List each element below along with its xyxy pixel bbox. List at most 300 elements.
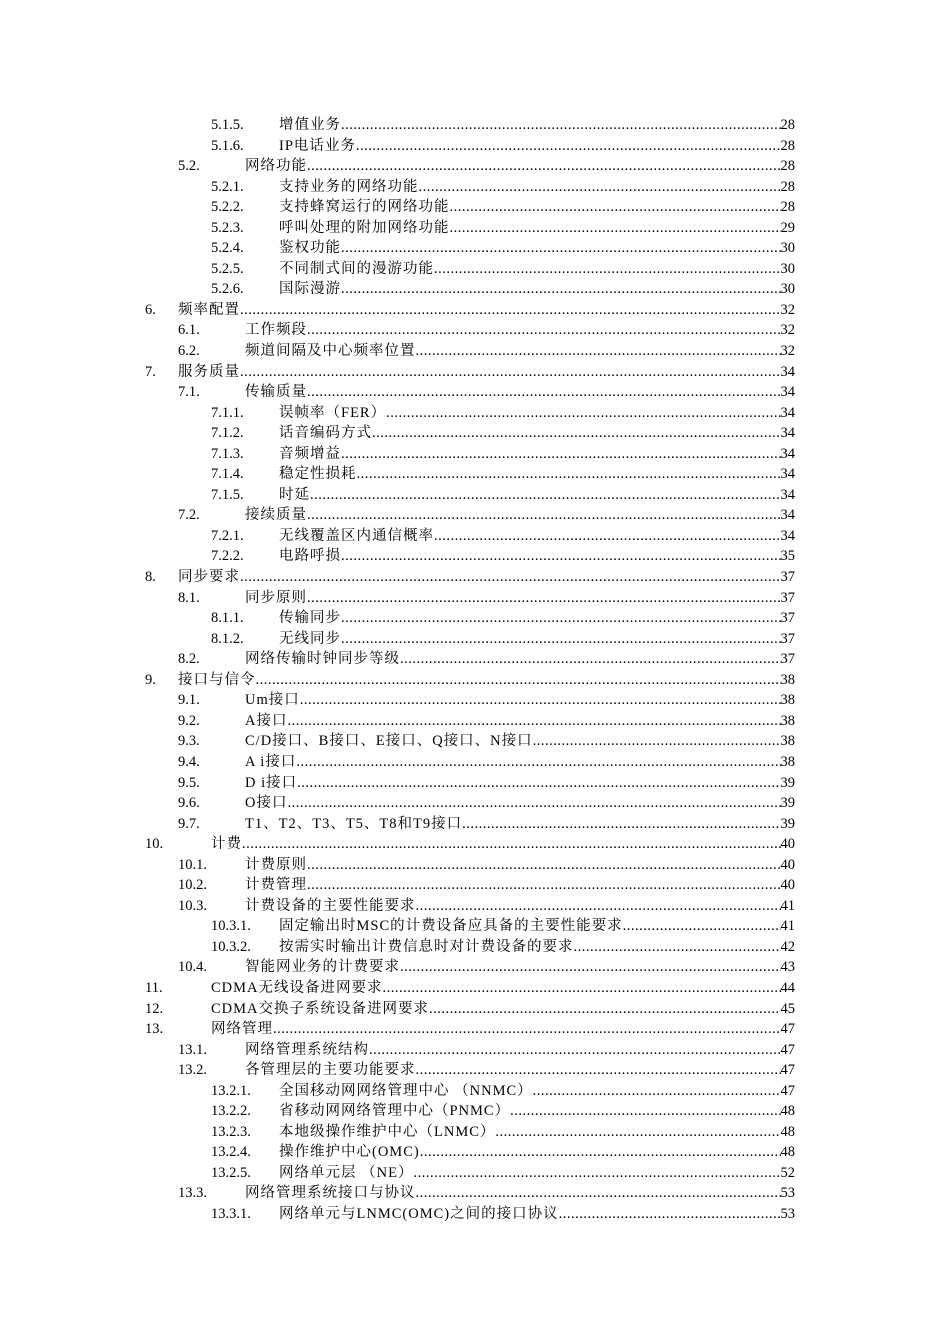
- toc-entry-page-number: 28: [780, 199, 795, 216]
- toc-entry[interactable]: [0, 793, 950, 814]
- dot-leader: [434, 259, 781, 280]
- toc-entry[interactable]: [0, 464, 950, 485]
- dot-leader: [341, 546, 781, 567]
- toc-entry-line: [245, 957, 795, 978]
- toc-entry-title: 话音编码方式: [279, 425, 372, 442]
- toc-entry-number: 9.7.: [178, 815, 200, 832]
- toc-entry-title: 按需实时输出计费信息时对计费设备的要求: [279, 938, 574, 955]
- toc-entry-number: 9.5.: [178, 774, 200, 791]
- toc-entry-number: 13.2.4.: [211, 1144, 251, 1161]
- toc-entry-line: [245, 1060, 795, 1081]
- dot-leader: [462, 814, 780, 835]
- toc-entry-line: [245, 875, 795, 896]
- toc-entry-page-number: 34: [780, 384, 795, 401]
- toc-entry-line: [279, 197, 795, 218]
- toc-entry-number: 8.1.: [178, 589, 200, 606]
- toc-entry-line: [279, 1081, 795, 1102]
- toc-entry-title: 网络功能: [245, 158, 307, 175]
- toc-entry-page-number: 48: [780, 1103, 795, 1120]
- toc-entry-title: 计费原则: [245, 856, 307, 873]
- toc-entry[interactable]: [0, 136, 950, 157]
- toc-entry-number: 10.4.: [178, 959, 207, 976]
- dot-leader: [416, 896, 781, 917]
- dot-leader: [256, 670, 781, 691]
- toc-entry[interactable]: [0, 814, 950, 835]
- dot-leader: [240, 300, 781, 321]
- toc-entry[interactable]: [0, 1142, 950, 1163]
- toc-entry-page-number: 32: [780, 301, 795, 318]
- toc-entry[interactable]: [0, 156, 950, 177]
- toc-entry-page-number: 34: [780, 445, 795, 462]
- toc-entry-line: [279, 608, 795, 629]
- toc-entry-line: [279, 218, 795, 239]
- dot-leader: [429, 999, 780, 1020]
- toc-entry-title: 操作维护中心(OMC): [279, 1144, 420, 1161]
- toc-entry-page-number: 28: [780, 178, 795, 195]
- toc-entry-title: 传输质量: [245, 384, 307, 401]
- toc-entry-line: [178, 300, 795, 321]
- dot-leader: [386, 403, 780, 424]
- toc-entry-number: 10.2.: [178, 877, 207, 894]
- toc-entry-title: 频道间隔及中心频率位置: [245, 343, 416, 360]
- toc-entry-page-number: 37: [780, 651, 795, 668]
- toc-entry-title: Um接口: [245, 692, 300, 709]
- toc-entry-number: 9.3.: [178, 733, 200, 750]
- toc-entry-page-number: 34: [780, 404, 795, 421]
- toc-entry-page-number: 53: [780, 1205, 795, 1222]
- toc-entry-page-number: 37: [780, 569, 795, 586]
- toc-entry-line: [211, 834, 795, 855]
- dot-leader: [307, 156, 781, 177]
- toc-entry-line: [279, 444, 795, 465]
- toc-entry-number: 5.1.5.: [211, 117, 244, 133]
- dot-leader: [623, 916, 781, 937]
- toc-entry-page-number: 37: [780, 589, 795, 606]
- toc-entry-title: 网络单元层 （NE）: [279, 1164, 414, 1181]
- toc-entry[interactable]: [0, 1183, 950, 1204]
- toc-entry-number: 10.3.1.: [211, 918, 251, 935]
- dot-leader: [450, 218, 781, 239]
- toc-entry[interactable]: [0, 670, 950, 691]
- toc-entry-number: 9.2.: [178, 712, 200, 729]
- toc-entry-title: 接口与信令: [178, 671, 256, 688]
- toc-entry[interactable]: [0, 752, 950, 773]
- dot-leader: [287, 793, 780, 814]
- toc-entry-line: [245, 855, 795, 876]
- dot-leader: [383, 978, 781, 999]
- toc-entry-number: 10.3.: [178, 897, 207, 914]
- toc-entry-title: 网络管理系统接口与协议: [245, 1185, 416, 1202]
- toc-entry-line: [245, 814, 795, 835]
- toc-entry-page-number: 34: [780, 363, 795, 380]
- toc-entry-line: [279, 1101, 795, 1122]
- dot-leader: [434, 526, 781, 547]
- toc-entry[interactable]: [0, 403, 950, 424]
- dot-leader: [240, 362, 781, 383]
- dot-leader: [240, 567, 781, 588]
- toc-entry[interactable]: [0, 957, 950, 978]
- dot-leader: [307, 588, 781, 609]
- toc-entry-title: 支持业务的网络功能: [279, 178, 419, 195]
- toc-entry-page-number: 38: [780, 671, 795, 688]
- toc-entry[interactable]: [0, 731, 950, 752]
- toc-entry-title: CDMA交换子系统设备进网要求: [211, 1000, 430, 1017]
- toc-entry-number: 13.2.3.: [211, 1123, 251, 1140]
- toc-entry[interactable]: [0, 875, 950, 896]
- toc-entry-title: 计费: [211, 836, 242, 853]
- toc-entry[interactable]: [0, 362, 950, 383]
- toc-entry-line: [245, 505, 795, 526]
- toc-entry-title: 误帧率（FER）: [279, 404, 387, 421]
- toc-entry[interactable]: [0, 834, 950, 855]
- toc-entry-page-number: 47: [780, 1041, 795, 1058]
- toc-entry-page-number: 30: [780, 281, 795, 298]
- toc-entry-line: [279, 403, 795, 424]
- toc-entry-page-number: 39: [780, 774, 795, 791]
- toc-entry-number: 13.2.1.: [211, 1082, 251, 1099]
- toc-entry-title: 全国移动网网络管理中心 （NNMC）: [279, 1082, 533, 1099]
- toc-entry-line: [211, 978, 795, 999]
- toc-entry[interactable]: [0, 1019, 950, 1040]
- toc-entry-line: [245, 156, 795, 177]
- toc-entry-page-number: 34: [780, 507, 795, 524]
- toc-entry[interactable]: [0, 1122, 950, 1143]
- toc-entry[interactable]: [0, 999, 950, 1020]
- toc-entry-title: 网络单元与LNMC(OMC)之间的接口协议: [279, 1205, 559, 1222]
- toc-entry[interactable]: [0, 978, 950, 999]
- toc-entry-page-number: 53: [780, 1185, 795, 1202]
- toc-entry-number: 7.2.: [178, 507, 200, 524]
- dot-leader: [341, 279, 781, 300]
- toc-entry[interactable]: [0, 197, 950, 218]
- toc-entry-title: 智能网业务的计费要求: [245, 959, 400, 976]
- dot-leader: [416, 1060, 781, 1081]
- toc-entry[interactable]: [0, 444, 950, 465]
- table-of-contents: [0, 115, 950, 1225]
- toc-entry-page-number: 32: [780, 343, 795, 360]
- toc-entry-title: 音频增益: [279, 445, 341, 462]
- toc-entry-title: A i接口: [245, 753, 297, 770]
- toc-entry-page-number: 39: [780, 815, 795, 832]
- toc-entry-number: 7.1.4.: [211, 466, 244, 483]
- toc-entry-page-number: 37: [780, 630, 795, 647]
- toc-entry[interactable]: [0, 526, 950, 547]
- toc-entry[interactable]: [0, 1204, 950, 1225]
- toc-entry-page-number: 29: [780, 219, 795, 236]
- toc-entry[interactable]: [0, 546, 950, 567]
- toc-entry[interactable]: [0, 567, 950, 588]
- dot-leader: [533, 731, 781, 752]
- dot-leader: [297, 773, 780, 794]
- toc-entry-title: 固定输出时MSC的计费设备应具备的主要性能要求: [279, 918, 623, 935]
- dot-leader: [495, 1122, 780, 1143]
- toc-entry-number: 5.2.2.: [211, 199, 244, 216]
- toc-entry-line: [279, 279, 795, 300]
- toc-entry[interactable]: [0, 855, 950, 876]
- dot-leader: [341, 115, 781, 136]
- toc-entry-title: 服务质量: [178, 363, 240, 380]
- toc-entry-line: [279, 238, 795, 259]
- toc-entry-line: [245, 690, 795, 711]
- toc-entry-title: 无线覆盖区内通信概率: [279, 527, 434, 544]
- toc-entry-title: C/D接口、B接口、E接口、Q接口、N接口: [245, 733, 533, 750]
- toc-entry[interactable]: [0, 382, 950, 403]
- toc-entry-number: 13.2.5.: [211, 1164, 251, 1181]
- toc-entry[interactable]: [0, 629, 950, 650]
- toc-entry[interactable]: [0, 320, 950, 341]
- toc-entry-page-number: 40: [780, 856, 795, 873]
- toc-entry-number: 6.1.: [178, 322, 200, 339]
- toc-entry-page-number: 41: [780, 918, 795, 935]
- dot-leader: [450, 197, 781, 218]
- toc-entry-page-number: 37: [780, 610, 795, 627]
- toc-entry[interactable]: [0, 115, 950, 136]
- toc-entry-line: [279, 259, 795, 280]
- toc-entry-number: 9.6.: [178, 795, 200, 812]
- toc-entry-title: 不同制式间的漫游功能: [279, 260, 434, 277]
- toc-entry-title: 频率配置: [178, 301, 240, 318]
- dot-leader: [341, 444, 781, 465]
- toc-entry-title: 时延: [279, 486, 310, 503]
- toc-entry-line: [178, 567, 795, 588]
- toc-entry-line: [178, 362, 795, 383]
- dot-leader: [413, 1163, 780, 1184]
- toc-entry-page-number: 30: [780, 240, 795, 257]
- toc-entry-line: [245, 588, 795, 609]
- toc-entry[interactable]: [0, 423, 950, 444]
- toc-entry-line: [245, 1040, 795, 1061]
- toc-entry-title: 无线同步: [279, 630, 341, 647]
- toc-entry-line: [279, 136, 795, 157]
- toc-entry[interactable]: [0, 218, 950, 239]
- toc-entry[interactable]: [0, 341, 950, 362]
- toc-entry-number: 13.1.: [178, 1041, 207, 1058]
- toc-entry-number: 13.2.: [178, 1062, 207, 1079]
- dot-leader: [372, 423, 781, 444]
- toc-entry-line: [279, 546, 795, 567]
- toc-entry[interactable]: [0, 1081, 950, 1102]
- toc-entry-page-number: 47: [780, 1062, 795, 1079]
- toc-entry[interactable]: [0, 279, 950, 300]
- toc-entry-number: 8.1.1.: [211, 610, 244, 627]
- toc-entry-line: [279, 526, 795, 547]
- toc-entry-line: [279, 1122, 795, 1143]
- toc-entry-line: [245, 341, 795, 362]
- toc-entry[interactable]: [0, 937, 950, 958]
- toc-entry-line: [245, 773, 795, 794]
- toc-entry[interactable]: [0, 505, 950, 526]
- toc-entry-number: 13.: [145, 1021, 164, 1038]
- toc-entry[interactable]: [0, 916, 950, 937]
- toc-entry-title: 增值业务: [279, 117, 341, 133]
- dot-leader: [369, 1040, 781, 1061]
- toc-entry[interactable]: [0, 711, 950, 732]
- dot-leader: [341, 629, 781, 650]
- toc-entry-number: 7.1.2.: [211, 425, 244, 442]
- toc-entry-page-number: 34: [780, 527, 795, 544]
- toc-entry-line: [279, 485, 795, 506]
- toc-entry-title: 工作频段: [245, 322, 307, 339]
- dot-leader: [307, 855, 781, 876]
- dot-leader: [510, 1101, 780, 1122]
- toc-entry-line: [279, 916, 795, 937]
- toc-entry-line: [211, 1019, 795, 1040]
- toc-entry[interactable]: [0, 896, 950, 917]
- dot-leader: [307, 382, 781, 403]
- toc-entry-number: 13.3.: [178, 1185, 207, 1202]
- toc-entry-number: 11.: [145, 979, 163, 996]
- toc-entry-page-number: 38: [780, 733, 795, 750]
- toc-entry-title: CDMA无线设备进网要求: [211, 979, 383, 996]
- toc-entry-line: [245, 320, 795, 341]
- toc-entry-page-number: 35: [780, 548, 795, 565]
- toc-entry-line: [279, 115, 795, 136]
- toc-entry-page-number: 34: [780, 425, 795, 442]
- toc-entry-page-number: 43: [780, 959, 795, 976]
- toc-entry-page-number: 30: [780, 260, 795, 277]
- toc-entry[interactable]: [0, 485, 950, 506]
- toc-entry-number: 5.2.5.: [211, 260, 244, 277]
- dot-leader: [300, 690, 781, 711]
- toc-entry-page-number: 47: [780, 1021, 795, 1038]
- toc-entry-line: [279, 177, 795, 198]
- dot-leader: [341, 608, 781, 629]
- toc-entry-title: 支持蜂窝运行的网络功能: [279, 199, 450, 216]
- toc-entry-number: 5.2.1.: [211, 178, 244, 195]
- toc-entry-line: [279, 1163, 795, 1184]
- toc-entry-line: [245, 896, 795, 917]
- toc-entry-title: 网络管理系统结构: [245, 1041, 369, 1058]
- toc-entry-title: 同步要求: [178, 569, 240, 586]
- toc-entry-page-number: 39: [780, 795, 795, 812]
- toc-entry-number: 8.: [145, 569, 156, 586]
- toc-entry-title: 本地级操作维护中心（LNMC）: [279, 1123, 496, 1140]
- toc-entry-line: [245, 793, 795, 814]
- toc-entry-page-number: 28: [780, 158, 795, 175]
- dot-leader: [400, 957, 781, 978]
- toc-entry-number: 10.: [145, 836, 164, 853]
- toc-entry-page-number: 52: [780, 1164, 795, 1181]
- toc-entry-title: T1、T2、T3、T5、T8和T9接口: [245, 815, 463, 832]
- toc-entry-line: [245, 649, 795, 670]
- toc-entry-number: 6.2.: [178, 343, 200, 360]
- toc-entry-line: [245, 1183, 795, 1204]
- toc-entry-number: 5.2.3.: [211, 219, 244, 236]
- toc-entry-number: 5.1.6.: [211, 137, 244, 154]
- toc-entry-line: [279, 1142, 795, 1163]
- toc-entry-title: 计费管理: [245, 877, 307, 894]
- toc-entry-number: 10.1.: [178, 856, 207, 873]
- dot-leader: [400, 649, 781, 670]
- dot-leader: [574, 937, 781, 958]
- toc-entry-page-number: 38: [780, 753, 795, 770]
- toc-entry[interactable]: [0, 588, 950, 609]
- toc-entry-title: 同步原则: [245, 589, 307, 606]
- dot-leader: [559, 1204, 781, 1225]
- toc-entry-title: 计费设备的主要性能要求: [245, 897, 416, 914]
- toc-entry-line: [279, 1204, 795, 1225]
- toc-entry-page-number: 32: [780, 322, 795, 339]
- toc-entry-title: 网络传输时钟同步等级: [245, 651, 400, 668]
- toc-entry-page-number: 48: [780, 1144, 795, 1161]
- dot-leader: [356, 136, 781, 157]
- toc-entry-number: 13.3.1.: [211, 1205, 251, 1222]
- toc-entry-number: 9.: [145, 671, 156, 688]
- dot-leader: [416, 341, 781, 362]
- toc-entry-title: D i接口: [245, 774, 298, 791]
- toc-entry-page-number: 34: [780, 486, 795, 503]
- toc-entry-page-number: 40: [780, 877, 795, 894]
- dot-leader: [296, 752, 780, 773]
- dot-leader: [341, 238, 781, 259]
- toc-entry-number: 7.2.2.: [211, 548, 244, 565]
- toc-entry-page-number: 41: [780, 897, 795, 914]
- toc-entry-number: 9.1.: [178, 692, 200, 709]
- toc-entry[interactable]: [0, 608, 950, 629]
- toc-entry-page-number: 28: [780, 117, 795, 133]
- dot-leader: [307, 320, 781, 341]
- toc-entry-title: 呼叫处理的附加网络功能: [279, 219, 450, 236]
- toc-entry[interactable]: [0, 1163, 950, 1184]
- dot-leader: [416, 1183, 781, 1204]
- toc-entry-page-number: 40: [780, 836, 795, 853]
- toc-entry-line: [279, 464, 795, 485]
- toc-entry[interactable]: [0, 1101, 950, 1122]
- toc-entry-line: [279, 423, 795, 444]
- toc-entry-number: 5.2.6.: [211, 281, 244, 298]
- toc-entry-page-number: 38: [780, 692, 795, 709]
- toc-entry-number: 7.1.: [178, 384, 200, 401]
- toc-entry-line: [245, 752, 795, 773]
- toc-entry-title: 传输同步: [279, 610, 341, 627]
- toc-entry-page-number: 44: [780, 979, 795, 996]
- toc-entry-line: [245, 382, 795, 403]
- toc-entry-number: 5.2.: [178, 158, 200, 175]
- toc-entry[interactable]: [0, 177, 950, 198]
- toc-entry-line: [279, 937, 795, 958]
- toc-entry-page-number: 48: [780, 1123, 795, 1140]
- toc-entry-title: 电路呼损: [279, 548, 341, 565]
- toc-entry[interactable]: [0, 300, 950, 321]
- toc-entry-title: 接续质量: [245, 507, 307, 524]
- dot-leader: [307, 505, 781, 526]
- toc-entry-title: 省移动网网络管理中心（PNMC）: [279, 1103, 511, 1120]
- toc-entry-number: 10.3.2.: [211, 938, 251, 955]
- toc-entry-title: 网络管理: [211, 1021, 273, 1038]
- toc-entry-number: 7.1.5.: [211, 486, 244, 503]
- toc-entry[interactable]: [0, 773, 950, 794]
- toc-entry-number: 13.2.2.: [211, 1103, 251, 1120]
- toc-entry-line: [178, 670, 795, 691]
- toc-entry[interactable]: [0, 690, 950, 711]
- toc-entry-page-number: 34: [780, 466, 795, 483]
- toc-entry-number: 12.: [145, 1000, 164, 1017]
- toc-entry-line: [211, 999, 795, 1020]
- toc-entry-page-number: 47: [780, 1082, 795, 1099]
- toc-entry[interactable]: [0, 259, 950, 280]
- toc-entry[interactable]: [0, 1060, 950, 1081]
- toc-entry-title: 稳定性损耗: [279, 466, 357, 483]
- toc-entry-page-number: 38: [780, 712, 795, 729]
- toc-entry-line: [245, 711, 795, 732]
- toc-entry[interactable]: [0, 238, 950, 259]
- toc-entry-page-number: 45: [780, 1000, 795, 1017]
- toc-entry-title: A接口: [245, 712, 288, 729]
- toc-entry[interactable]: [0, 1040, 950, 1061]
- toc-entry-number: 7.: [145, 363, 156, 380]
- dot-leader: [420, 1142, 781, 1163]
- toc-entry[interactable]: [0, 649, 950, 670]
